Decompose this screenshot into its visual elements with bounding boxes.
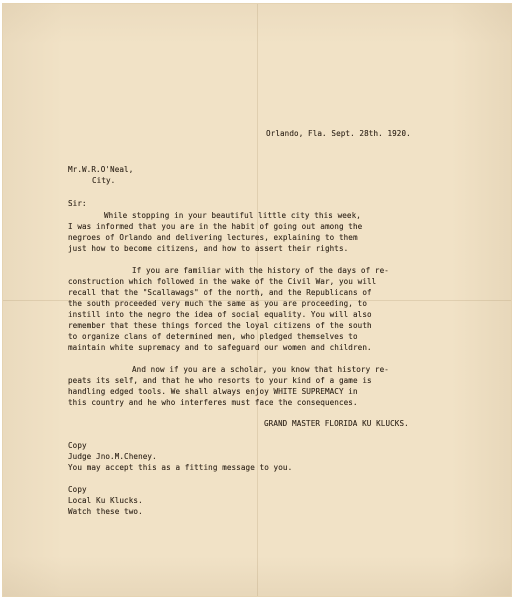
dateline: Orlando, Fla. Sept. 28th. 1920. bbox=[266, 129, 411, 138]
paragraph-line: I was informed that you are in the habit of going out among the bbox=[68, 222, 363, 231]
paragraph-line: recall that the "Scallawags" of the north, and the Republicans of bbox=[68, 288, 372, 297]
paragraph-line: While stopping in your beautiful little city this week, bbox=[104, 211, 361, 220]
copy-recipient: Local Ku Klucks. bbox=[68, 496, 143, 505]
paragraph-line: this country and he who interferes must face the consequences. bbox=[68, 398, 358, 407]
signature: GRAND MASTER FLORIDA KU KLUCKS. bbox=[264, 419, 409, 428]
paragraph-line: And now if you are a scholar, you know that history re- bbox=[132, 365, 389, 374]
copy-label: Copy bbox=[68, 441, 87, 450]
paragraph-line: instill into the negro the idea of social equality. You will also bbox=[68, 310, 372, 319]
paragraph-line: construction which followed in the wake of the Civil War, you will bbox=[68, 277, 377, 286]
copy-message: You may accept this as a fitting message to you. bbox=[68, 463, 293, 472]
paragraph-line: to organize clans of determined men, who pledged themselves to bbox=[68, 332, 358, 341]
paragraph-line: just how to become citizens, and how to assert their rights. bbox=[68, 244, 349, 253]
paragraph-line: maintain white supremacy and to safeguard our women and children. bbox=[68, 343, 372, 352]
paragraph-line: the south proceeded very much the same as you are proceeding, to bbox=[68, 299, 367, 308]
addressee-city: City. bbox=[92, 176, 116, 185]
paragraph-line: peats its self, and that he who resorts to your kind of a game is bbox=[68, 376, 372, 385]
paragraph-line: remember that these things forced the loyal citizens of the south bbox=[68, 321, 372, 330]
addressee-name: Mr.W.R.O'Neal, bbox=[68, 165, 134, 174]
paragraph-line: negroes of Orlando and delivering lectures, explaining to them bbox=[68, 233, 358, 242]
salutation: Sir: bbox=[68, 199, 87, 208]
copy-label: Copy bbox=[68, 485, 87, 494]
paragraph-line: handling edged tools. We shall always enjoy WHITE SUPREMACY in bbox=[68, 387, 358, 396]
copy-message: Watch these two. bbox=[68, 507, 143, 516]
paragraph-line: If you are familiar with the history of the days of re- bbox=[132, 266, 389, 275]
copy-recipient: Judge Jno.M.Cheney. bbox=[68, 452, 157, 461]
